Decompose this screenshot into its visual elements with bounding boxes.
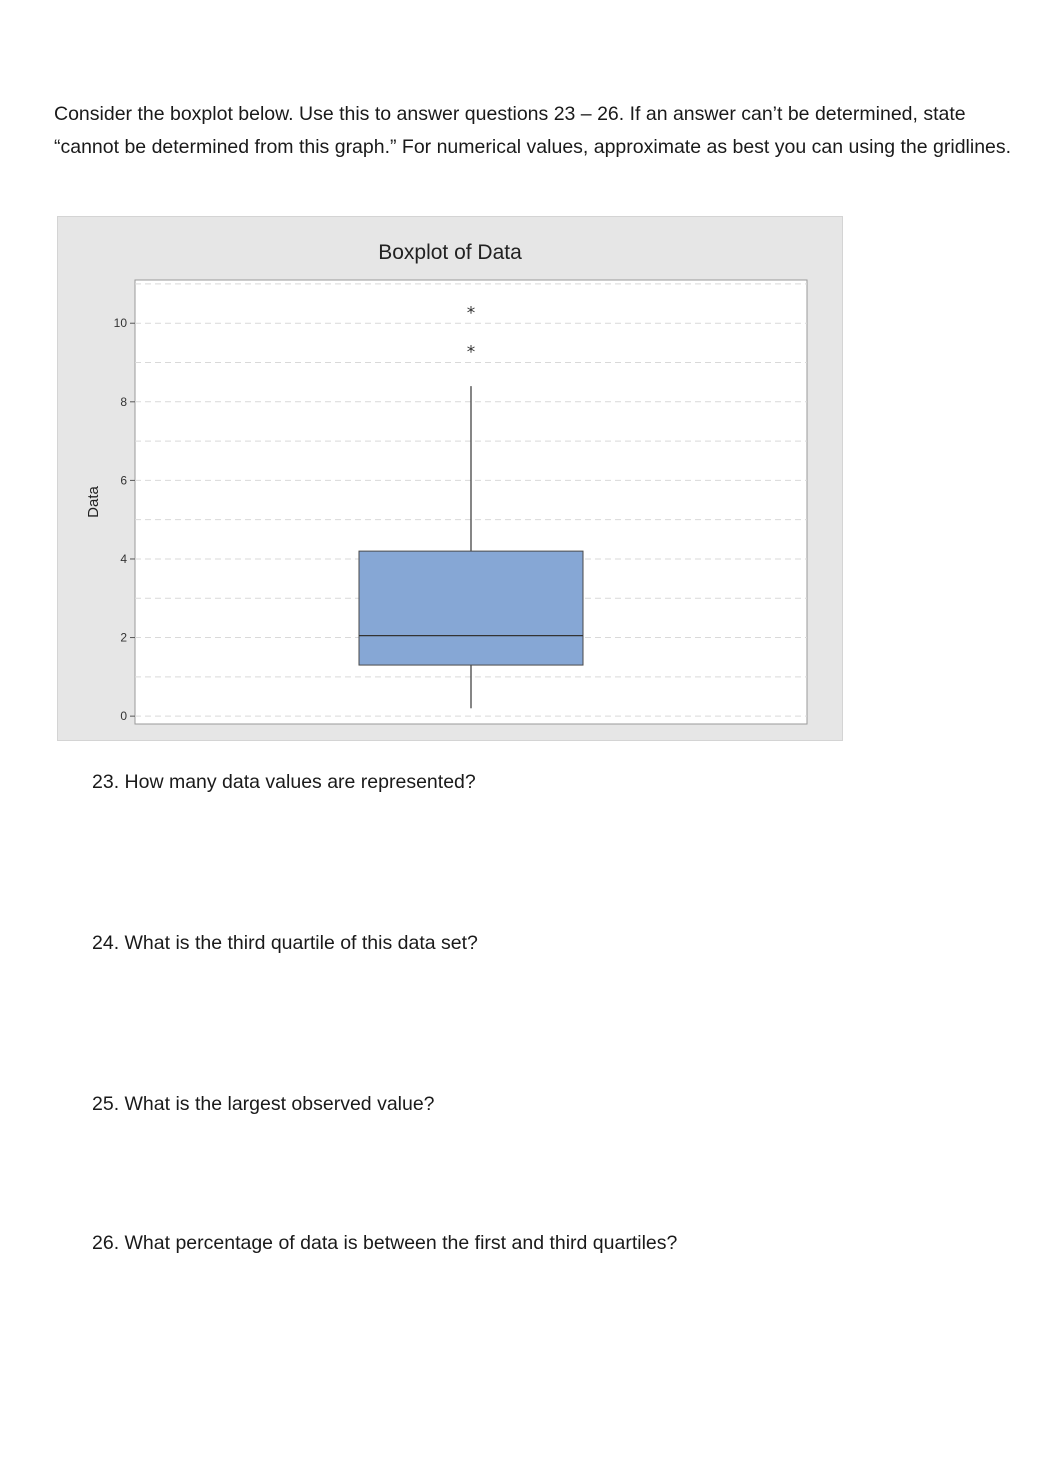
chart-title: Boxplot of Data: [378, 241, 522, 264]
outlier-marker: *: [466, 303, 476, 324]
y-tick-label: 4: [120, 551, 127, 566]
boxplot-chart: [57, 216, 843, 741]
y-tick-label: 8: [120, 394, 127, 409]
y-tick-label: 6: [120, 473, 127, 488]
question-25: 25. What is the largest observed value?: [92, 1093, 435, 1115]
iqr-box: [359, 551, 583, 665]
y-axis-label: Data: [85, 486, 102, 518]
question-26: 26. What percentage of data is between the first and third quartiles?: [92, 1232, 678, 1254]
instructions-paragraph: Consider the boxplot below. Use this to answer questions 23 – 26. If an answer can’t be determined, state “cannot be determined from this graph.” For numerical values, approximate as best you can using the gridlines.: [54, 103, 1012, 158]
boxplot-svg: [58, 217, 844, 742]
y-tick-label: 2: [120, 630, 127, 645]
y-tick-label: 0: [120, 709, 127, 724]
question-23: 23. How many data values are represented?: [92, 771, 476, 793]
y-tick-label: 10: [113, 316, 127, 331]
outlier-marker: *: [466, 342, 476, 363]
question-24: 24. What is the third quartile of this data set?: [92, 932, 478, 954]
y-axis-ticks: [114, 316, 135, 723]
